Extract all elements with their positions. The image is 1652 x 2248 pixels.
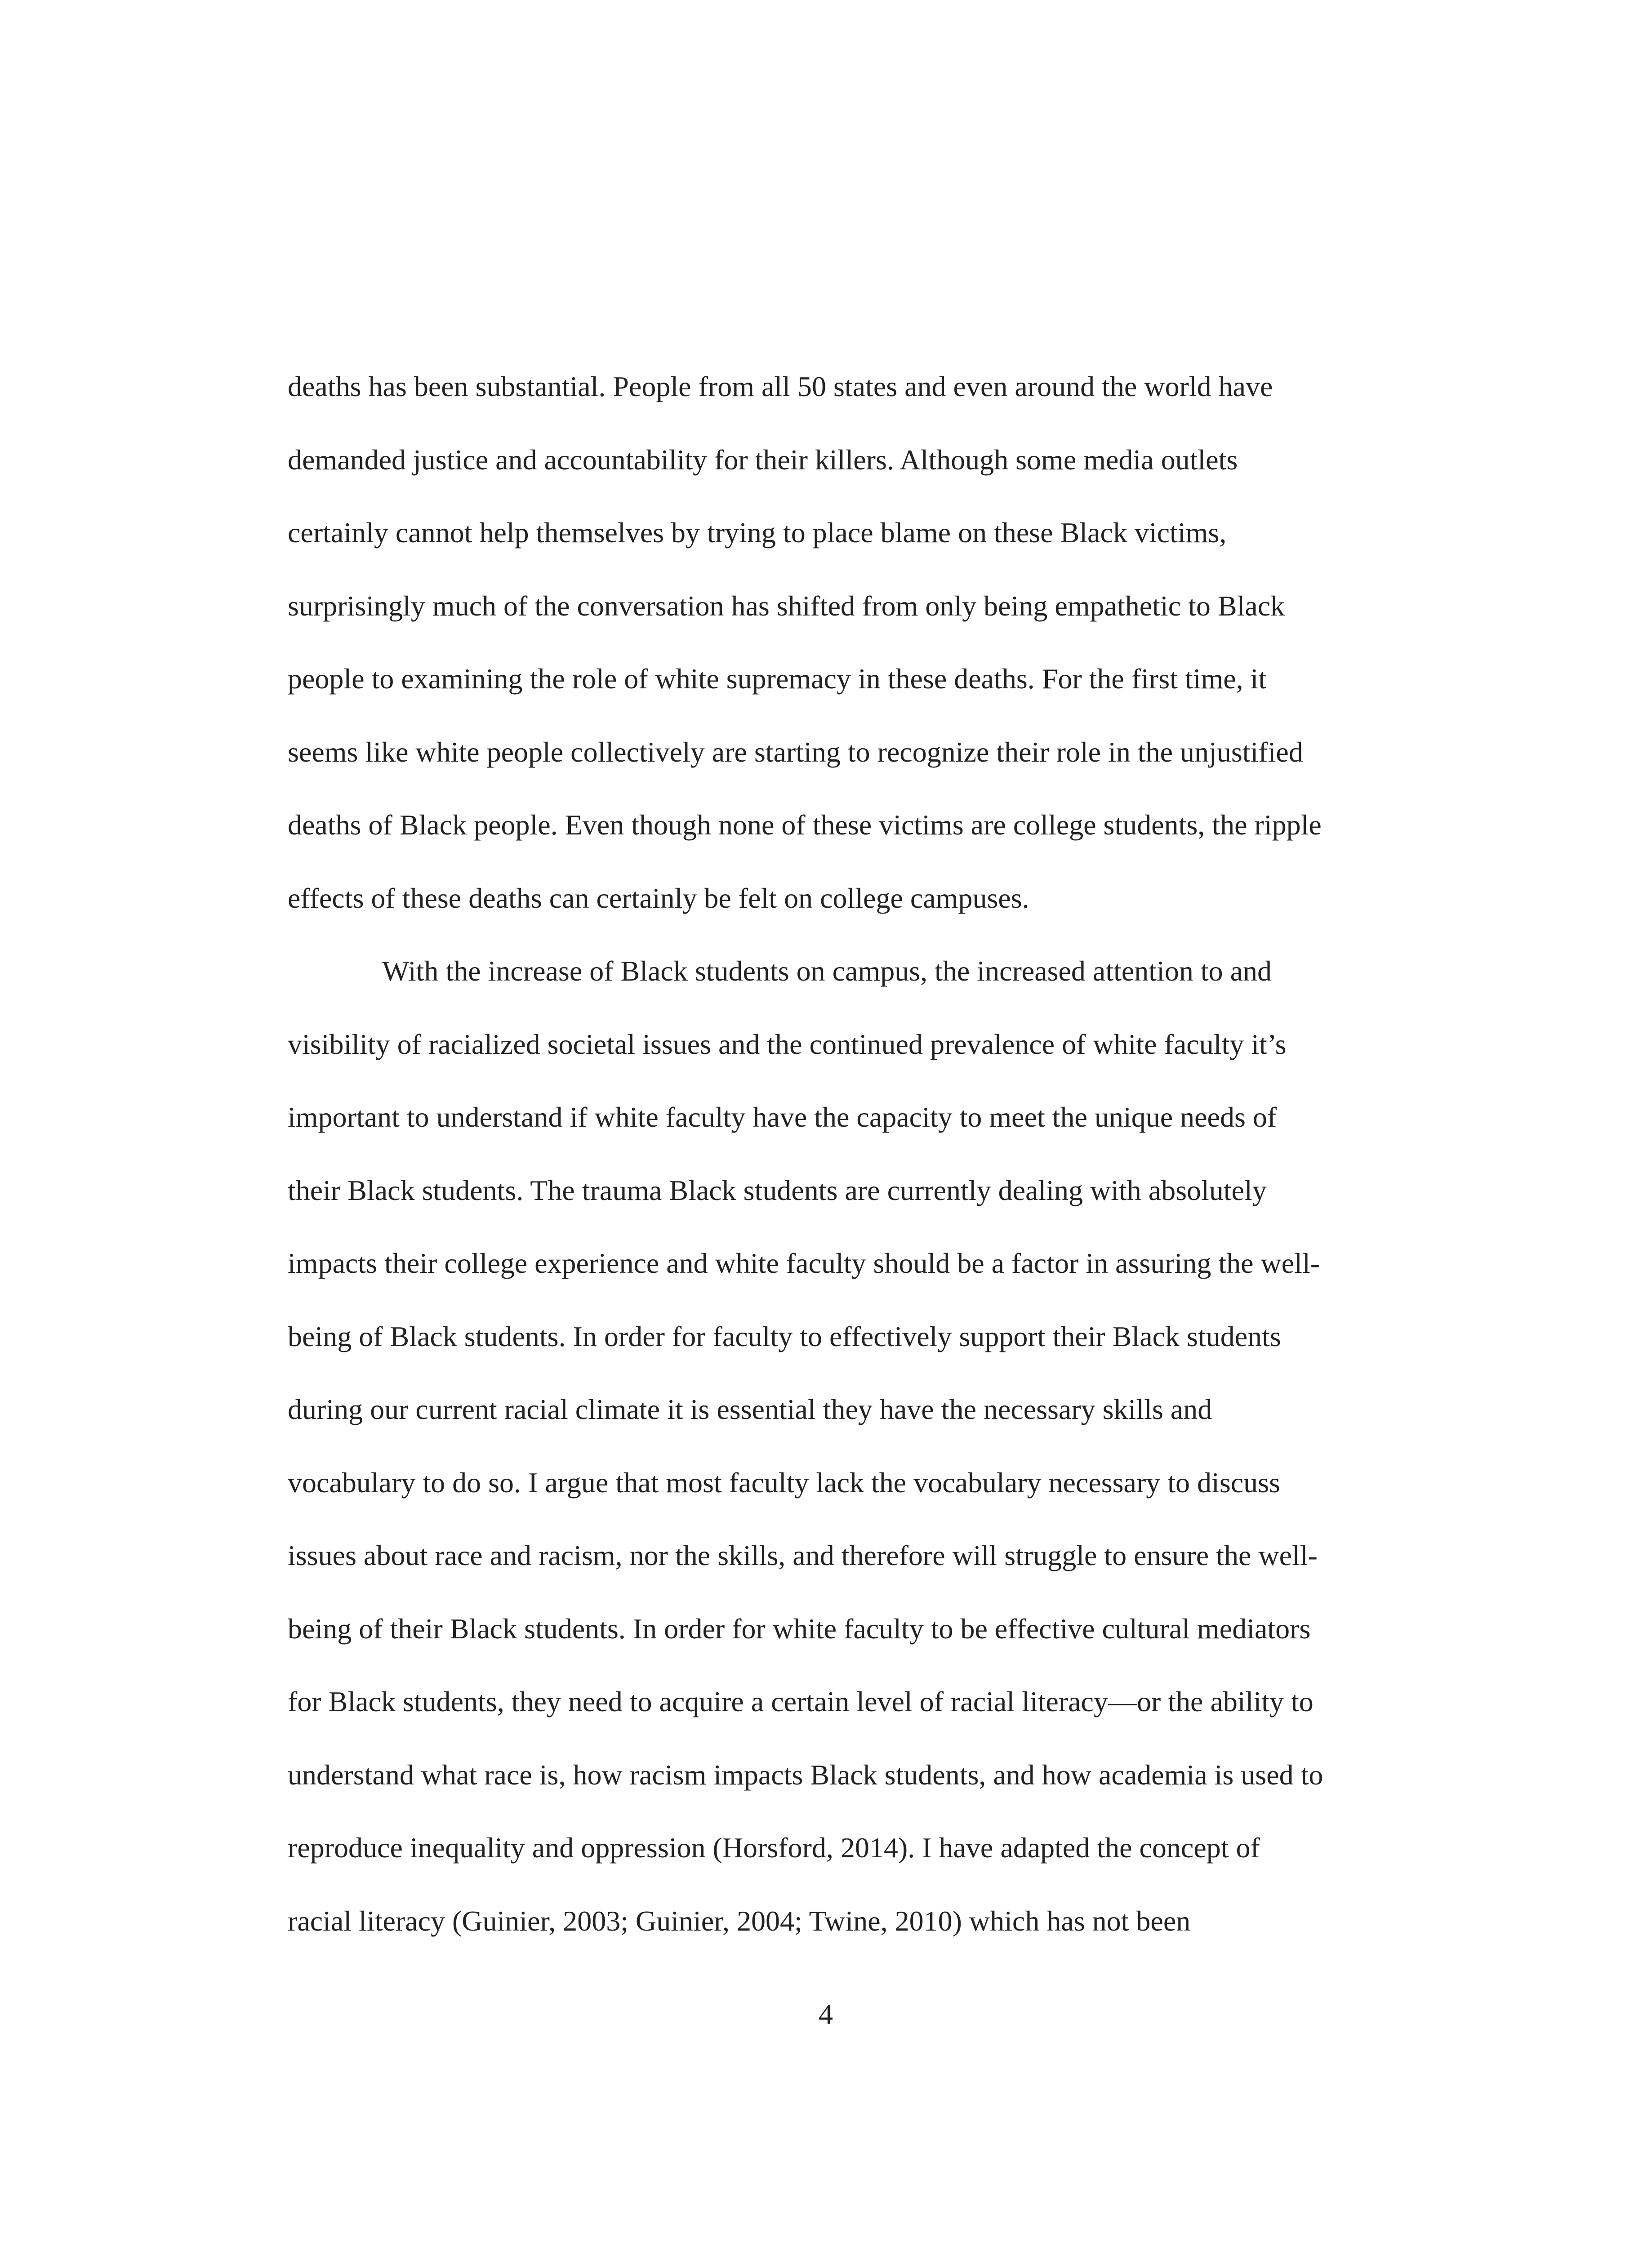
text-line: effects of these deaths can certainly be felt on college campuses. — [288, 882, 1029, 914]
text-line: deaths has been substantial. People from all 50 states and even around the world have — [288, 370, 1273, 402]
paragraph-first-line: With the increase of Black students on campus, the increased attention to and — [382, 955, 1272, 987]
text-line: during our current racial climate it is essential they have the necessary skills and — [288, 1393, 1212, 1425]
text-line: certainly cannot help themselves by trying to place blame on these Black victims, — [288, 517, 1227, 549]
text-line: vocabulary to do so. I argue that most faculty lack the vocabulary necessary to discuss — [288, 1467, 1280, 1499]
text-line: impacts their college experience and white faculty should be a factor in assuring the well- — [288, 1247, 1320, 1279]
text-line: their Black students. The trauma Black students are currently dealing with absolutely — [288, 1174, 1267, 1206]
text-line: reproduce inequality and oppression (Horsford, 2014). I have adapted the concept of — [288, 1832, 1260, 1864]
text-line: visibility of racialized societal issues and the continued prevalence of white faculty it’s — [288, 1028, 1287, 1060]
text-line: people to examining the role of white supremacy in these deaths. For the first time, it — [288, 663, 1267, 695]
text-line: for Black students, they need to acquire a certain level of racial literacy—or the ability to — [288, 1686, 1314, 1717]
text-line: issues about race and racism, nor the skills, and therefore will struggle to ensure the well- — [288, 1539, 1318, 1571]
text-line: being of Black students. In order for faculty to effectively support their Black students — [288, 1320, 1281, 1352]
text-line: racial literacy (Guinier, 2003; Guinier, 2004; Twine, 2010) which has not been — [288, 1905, 1191, 1937]
text-line: surprisingly much of the conversation has shifted from only being empathetic to Black — [288, 590, 1285, 622]
text-line: seems like white people collectively are starting to recognize their role in the unjustified — [288, 736, 1303, 768]
text-line: deaths of Black people. Even though none of these victims are college students, the ripple — [288, 809, 1322, 841]
text-line: being of their Black students. In order for white faculty to be effective cultural mediators — [288, 1613, 1311, 1645]
text-line: important to understand if white faculty have the capacity to meet the unique needs of — [288, 1101, 1277, 1133]
page-number: 4 — [819, 1998, 833, 2030]
text-line: understand what race is, how racism impacts Black students, and how academia is used to — [288, 1759, 1323, 1791]
text-line: demanded justice and accountability for their killers. Although some media outlets — [288, 444, 1238, 476]
